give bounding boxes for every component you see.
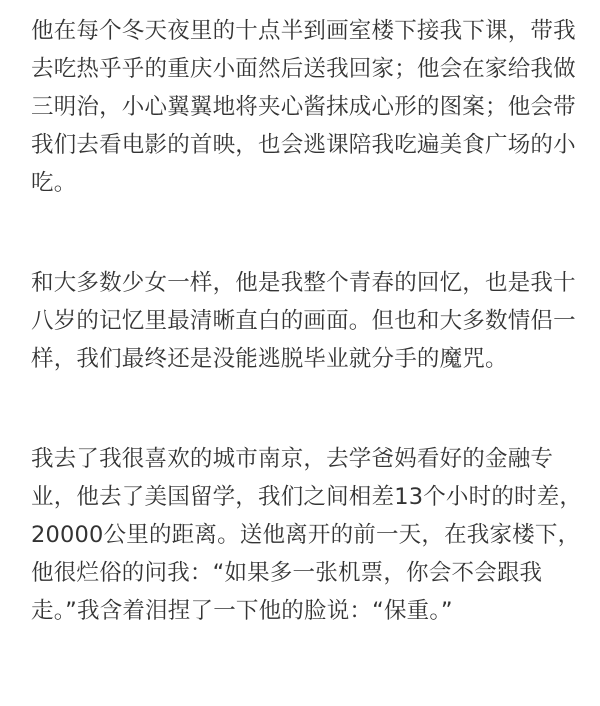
text-line: 他很烂俗的问我：“如果多一张机票，你会不会跟我	[31, 560, 543, 586]
paragraph-1	[31, 12, 576, 202]
text-line: 业，他去了美国留学，我们之间相差13个小时的时差，	[31, 484, 583, 510]
text-line: 八岁的记忆里最清晰直白的画面。但也和大多数情侣一	[31, 308, 576, 334]
paragraph-spacer	[31, 378, 576, 428]
text-line: 我们去看电影的首映，也会逃课陪我吃遍美食广场的小	[31, 132, 576, 158]
text-line: 我去了我很喜欢的城市南京，去学爸妈看好的金融专	[31, 446, 554, 472]
article-body	[31, 0, 583, 630]
text-line: 吃。	[31, 170, 77, 196]
paragraph-2	[31, 264, 576, 378]
text-line: 和大多数少女一样，他是我整个青春的回忆，也是我十	[31, 270, 576, 296]
paragraph-spacer	[31, 202, 576, 252]
text-line: 他在每个冬天夜里的十点半到画室楼下接我下课，带我	[31, 18, 576, 44]
text-line: 20000公里的距离。送他离开的前一天，在我家楼下，	[31, 522, 581, 548]
text-line: 走。”我含着泪捏了一下他的脸说：“保重。”	[31, 598, 453, 624]
text-line: 三明治，小心翼翼地将夹心酱抹成心形的图案；他会带	[31, 94, 576, 120]
text-line: 样，我们最终还是没能逃脱毕业就分手的魔咒。	[31, 346, 508, 372]
paragraph-3	[31, 440, 583, 630]
text-line: 去吃热乎乎的重庆小面然后送我回家；他会在家给我做	[31, 56, 576, 82]
